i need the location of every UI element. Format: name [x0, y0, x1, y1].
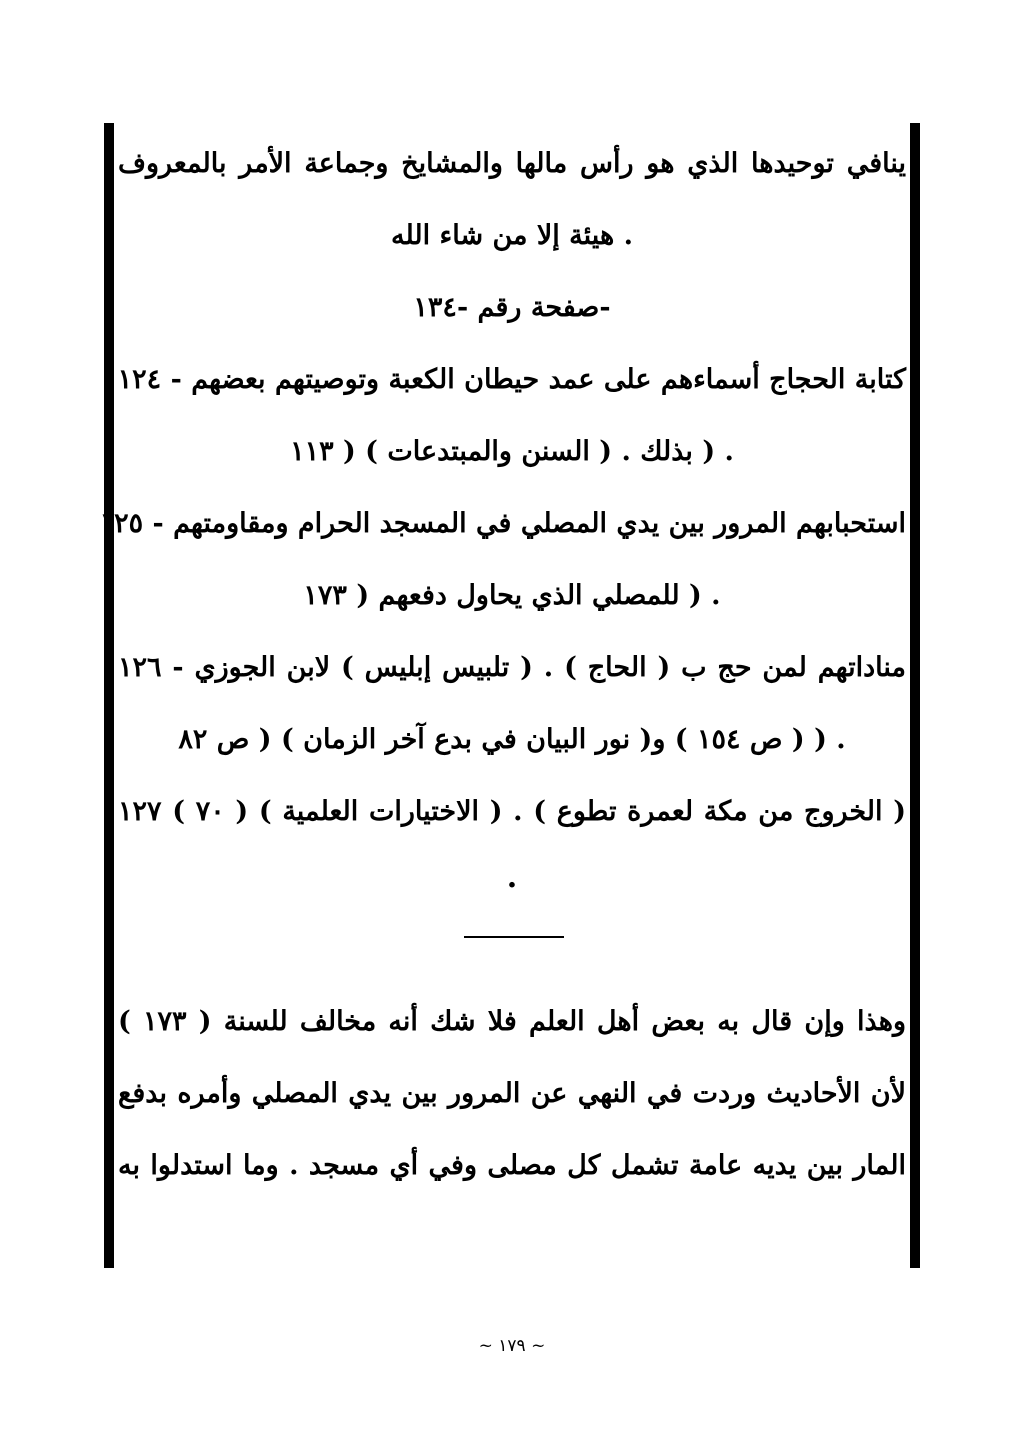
text-line: . ( بذلك . ( السنن والمبتدعات ) ( ١١٣: [290, 436, 734, 467]
footnotes: [118, 986, 906, 1202]
footnote-line: وهذا وإن قال به بعض أهل العلم فلا شك أنه مخالف للسنة ( ١٧٣ ): [118, 1006, 906, 1037]
right-border-rule: [910, 123, 920, 1268]
text-line: ينافي توحيدها الذي هو رأس مالها والمشايخ وجماعة الأمر بالمعروف: [118, 148, 906, 179]
page-reference-heading: -صفحة رقم -١٣٤: [413, 292, 611, 323]
left-border-rule: [104, 123, 114, 1268]
list-item-126: مناداتهم لمن حج ب ( الحاج ) . ( تلبيس إبليس ) لابن الجوزي - ١٢٦: [118, 652, 906, 683]
text-line: . ( للمصلي الذي يحاول دفعهم ( ١٧٣: [303, 580, 721, 611]
footnote-separator: [464, 936, 564, 938]
end-dot: .: [506, 860, 518, 895]
footnote-separator-area: [118, 908, 906, 978]
footnote-line: لأن الأحاديث وردت في النهي عن المرور بين يدي المصلي وأمره بدفع: [118, 1078, 906, 1109]
text-line: . هيئة إلا من شاء الله: [390, 220, 633, 251]
list-item-125: استحبابهم المرور بين يدي المصلي في المسجد الحرام ومقاومتهم - ١٢٥: [99, 508, 906, 539]
text-line: . ( ( ص ١٥٤ ) و( نور البيان في بدع آخر الزمان ) ( ص ٨٢: [178, 724, 846, 755]
list-item-127: ( الخروج من مكة لعمرة تطوع ) . ( الاختيارات العلمية ) ( ٧٠ ) ١٢٧: [118, 796, 907, 827]
list-item-124: كتابة الحجاج أسماءهم على عمد حيطان الكعبة وتوصيتهم بعضهم - ١٢٤: [117, 364, 906, 395]
footnote-line: المار بين يديه عامة تشمل كل مصلى وفي أي مسجد . وما استدلوا به: [118, 1150, 906, 1181]
main-text-block: [99, 128, 907, 1202]
page-number: ~ ١٧٩ ~: [478, 1336, 546, 1356]
